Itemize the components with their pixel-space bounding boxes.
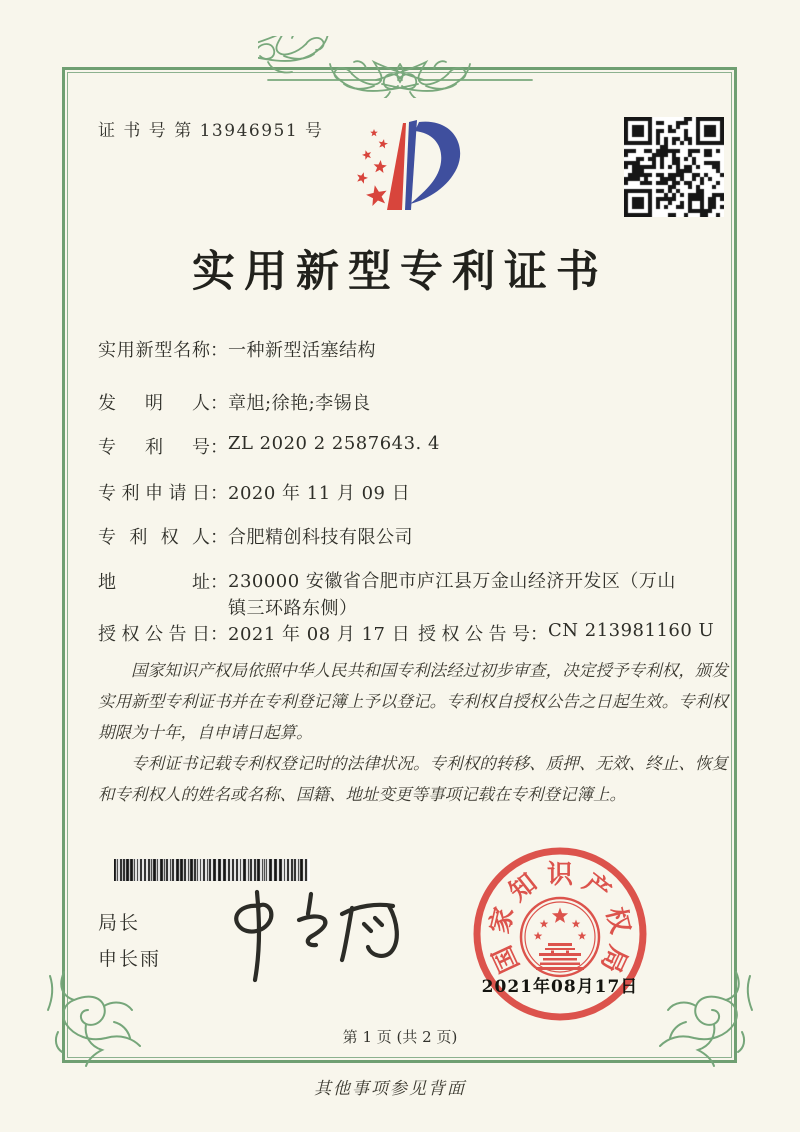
legal-paragraph-2: 专利证书记载专利权登记时的法律状况。专利权的转移、质押、无效、终止、恢复和专利权人的姓名或名称、国籍、地址变更等事项记载在专利登记簿上。 (98, 754, 728, 804)
field-label-filing-date: 专利申请日 (98, 483, 210, 504)
logo-red-wedge (387, 123, 406, 210)
colon: ： (210, 527, 228, 548)
certificate-number: 证 书 号 第 13946951 号 (98, 121, 324, 141)
seal-emblem-stars (534, 908, 587, 940)
colon: ： (210, 572, 228, 593)
field-row-address (98, 568, 728, 622)
seal-national-emblem (521, 898, 599, 976)
cnipa-logo (333, 106, 483, 236)
field-value-grant-date: 2021 年 08 月 17 日 (228, 624, 411, 645)
field-label-patentee: 专利权人 (98, 527, 210, 548)
field-row-inventor (98, 389, 728, 415)
field-label-utility-name: 实用新型名称 (98, 340, 210, 361)
field-value-inventor: 章旭;徐艳;李锡良 (228, 393, 371, 414)
seal-date: 2021年08月17日 (481, 977, 639, 997)
field-row-filing-date (98, 479, 728, 505)
colon: ： (210, 340, 228, 361)
legal-text-block (98, 655, 728, 810)
colon: ： (210, 624, 228, 645)
field-row-patentee (98, 523, 728, 549)
page-number: 第 1 页 (共 2 页) (342, 1028, 458, 1046)
colon: ： (210, 483, 228, 504)
field-value-address: 230000 安徽省合肥市庐江县万金山经济开发区（万山镇三环路东侧） (228, 571, 676, 619)
field-value-grant-number: CN 213981160 U (548, 620, 715, 641)
field-value-filing-date: 2020 年 11 月 09 日 (228, 483, 411, 504)
director-role-label: 局长 (98, 912, 141, 934)
field-value-utility-name: 一种新型活塞结构 (228, 340, 376, 361)
svg-text:知: 知 (503, 867, 543, 908)
field-label-grant-number: 授权公告号 (418, 624, 530, 645)
field-label-grant-date: 授权公告日 (98, 624, 210, 645)
logo-stars (357, 129, 388, 206)
field-pair-grant-number (418, 620, 714, 646)
director-signature (215, 880, 425, 990)
svg-text:产: 产 (577, 867, 617, 908)
back-side-note: 其他事项参见背面 (314, 1079, 466, 1099)
field-row-utility-name (98, 336, 728, 362)
colon: ： (210, 393, 228, 414)
certificate-title: 实用新型专利证书 (192, 247, 608, 297)
field-row-grant (98, 620, 728, 646)
bottom-right-flourish-ornament (652, 966, 756, 1070)
official-seal (467, 841, 653, 1027)
legal-paragraph-1: 国家知识产权局依照中华人民共和国专利法经过初步审查，决定授予专利权，颁发实用新型专利证书并在专利登记簿上予以登记。专利权自授权公告之日起生效。专利权期限为十年，自申请日起算。 (98, 661, 728, 742)
bottom-left-flourish-ornament (44, 966, 148, 1070)
colon: ： (210, 437, 228, 458)
colon: ： (530, 624, 548, 645)
svg-text:权: 权 (599, 904, 636, 937)
field-value-patent-number: ZL 2020 2 2587643. 4 (228, 433, 440, 454)
field-label-patent-number: 专利号 (98, 437, 210, 458)
field-label-address: 地址 (98, 572, 210, 593)
field-value-patentee: 合肥精创科技有限公司 (228, 527, 413, 548)
barcode (114, 859, 310, 881)
logo-blue-p-bowl (410, 122, 460, 204)
svg-text:国: 国 (487, 940, 526, 978)
logo-blue-wedge (405, 120, 417, 210)
svg-text:识: 识 (546, 860, 574, 890)
qr-code (624, 117, 724, 217)
director-name: 申长雨 (98, 948, 162, 970)
field-label-inventor: 发明人 (98, 393, 210, 414)
top-dragon-ornament (258, 36, 542, 98)
svg-text:局: 局 (594, 940, 633, 978)
svg-text:家: 家 (484, 904, 521, 937)
field-row-patent-number (98, 433, 728, 459)
